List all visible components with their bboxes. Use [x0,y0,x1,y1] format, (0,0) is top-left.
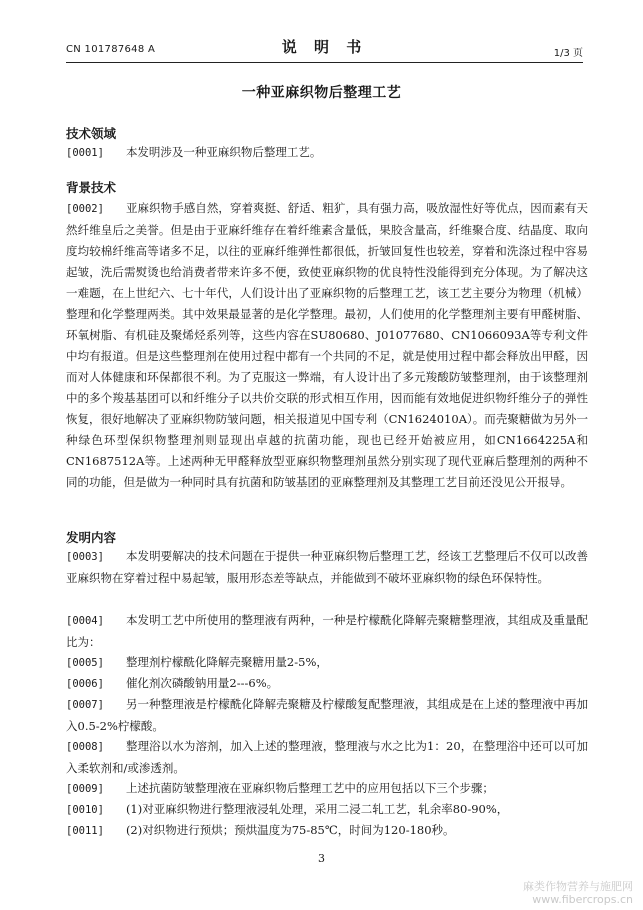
paragraph-0007 [66,694,588,737]
paragraph-text: (1)对亚麻织物进行整理液浸轧处理，采用二浸二轧工艺，轧余率80-90%， [125,802,509,816]
paragraph-number: [0010] [66,804,104,816]
paragraph-0010 [66,799,588,821]
page-header [66,36,583,63]
watermark [523,880,633,906]
paragraph-0009 [66,778,588,800]
paragraph-0005 [66,652,588,674]
paragraph-text: 亚麻织物手感自然，穿着爽挺、舒适、粗犷，具有强力高，吸放湿性好等优点，因而素有天然纤维皇后之美誉。但是由于亚麻纤维存在着纤维素含量低，果胶含量高，纤维聚合度、结晶度、取向度均较棉纤维高等诸多不足，以往的亚麻纤维弹性都很低，折皱回复性也较差，穿着和洗涤过程中容易起皱，洗后需熨烫也给消费者带来许多不便，致使亚麻织物的优良特性没能得到充分体现。为了解决这一难题，在上世纪六、七十年代，人们设计出了亚麻织物的后整理工艺，该工艺主要分为物理（机械）整理和化学整理两类。其中效果最显著的是化学整理。最初，人们使用的化学整理剂主要有甲醛树脂、环氧树脂、有机硅及聚烯烃系列等，这些内容在SU80680、J01077680、CN1066093A等专利文件中均有报道。但是这些整理剂在使用过程中都有一个共同的不足，就是使用过程中都会释放出甲醛，因而对人体健康和环保都很不利。为了克服这一弊端，有人设计出了多元羧酸防皱整理剂，由于该整理剂中的多个羧基基团可以和纤维分子以共价交联的形式相互作用，因而能有效地促进织物纤维分子的弹性恢复，很好地解决了亚麻织物防皱问题，相关报道见中国专利（CN1624010A）。而壳聚糖做为另外一种绿色环型保织物整理剂则显现出卓越的抗菌功能，现也已经开始被应用，如CN1664225A和CN1687512A等。上述两种无甲醛释放型亚麻织物整理剂虽然分别实现了现代亚麻后整理剂的两种不同的功能，但是做为一种同时具有抗菌和防皱基团的亚麻整理剂及其整理工艺目前还没见公开报导。 [66,201,588,489]
paragraph-0008 [66,736,588,779]
watermark-url: www.fibercrops.cn [532,893,633,906]
paragraph-number: [0004] [66,615,104,627]
paragraph-number: [0007] [66,699,104,711]
paragraph-text: 本发明工艺中所使用的整理液有两种，一种是柠檬酰化降解壳聚糖整理液，其组成及重量配比为： [66,613,588,649]
paragraph-0002 [66,198,588,493]
paragraph-number: [0001] [66,147,104,159]
paragraph-number: [0008] [66,741,104,753]
document-title: 一种亚麻织物后整理工艺 [241,85,402,101]
watermark-site-name: 麻类作物营养与施肥网 [523,880,633,893]
section-heading-summary: 发明内容 [66,530,117,545]
paragraph-number: [0011] [66,825,104,837]
paragraph-number: [0002] [66,203,104,215]
paragraph-0003 [66,546,588,589]
paragraph-text: 本发明要解决的技术问题在于提供一种亚麻织物后整理工艺，经该工艺整理后不仅可以改善亚麻织物在穿着过程中易起皱，服用形态差等缺点，并能做到不破坏亚麻织物的绿色环保特性。 [66,549,588,585]
section-heading-background: 背景技术 [66,180,117,195]
paragraph-number: [0003] [66,551,104,563]
document-type: 说 明 书 [281,38,368,56]
paragraph-number: [0009] [66,783,104,795]
page-of-total: 1/3 页 [553,48,583,59]
section-heading-field: 技术领域 [66,126,117,141]
paragraph-0006 [66,673,588,695]
paragraph-number: [0005] [66,657,104,669]
paragraph-text: 整理剂柠檬酰化降解壳聚糖用量2-5%， [125,655,328,669]
paragraph-text: (2)对织物进行预烘；预烘温度为75-85℃，时间为120-180秒。 [125,823,455,837]
paragraph-0004 [66,610,588,653]
page-number: 3 [318,852,325,865]
paragraph-text: 整理浴以水为溶剂，加入上述的整理液，整理液与水之比为1：20，在整理浴中还可以可加入柔软剂和/或渗透剂。 [66,739,588,775]
paragraph-number: [0006] [66,678,104,690]
publication-number: CN 101787648 A [66,44,156,55]
paragraph-text: 另一种整理液是柠檬酰化降解壳聚糖及柠檬酸复配整理液，其组成是在上述的整理液中再加入0.5-2%柠檬酸。 [66,697,588,733]
paragraph-text: 催化剂次磷酸钠用量2---6%。 [125,676,279,690]
paragraph-text: 上述抗菌防皱整理液在亚麻织物后整理工艺中的应用包括以下三个步骤； [125,781,494,795]
paragraph-0011 [66,820,588,842]
paragraph-text: 本发明涉及一种亚麻织物后整理工艺。 [125,145,322,159]
paragraph-0001 [66,142,588,164]
